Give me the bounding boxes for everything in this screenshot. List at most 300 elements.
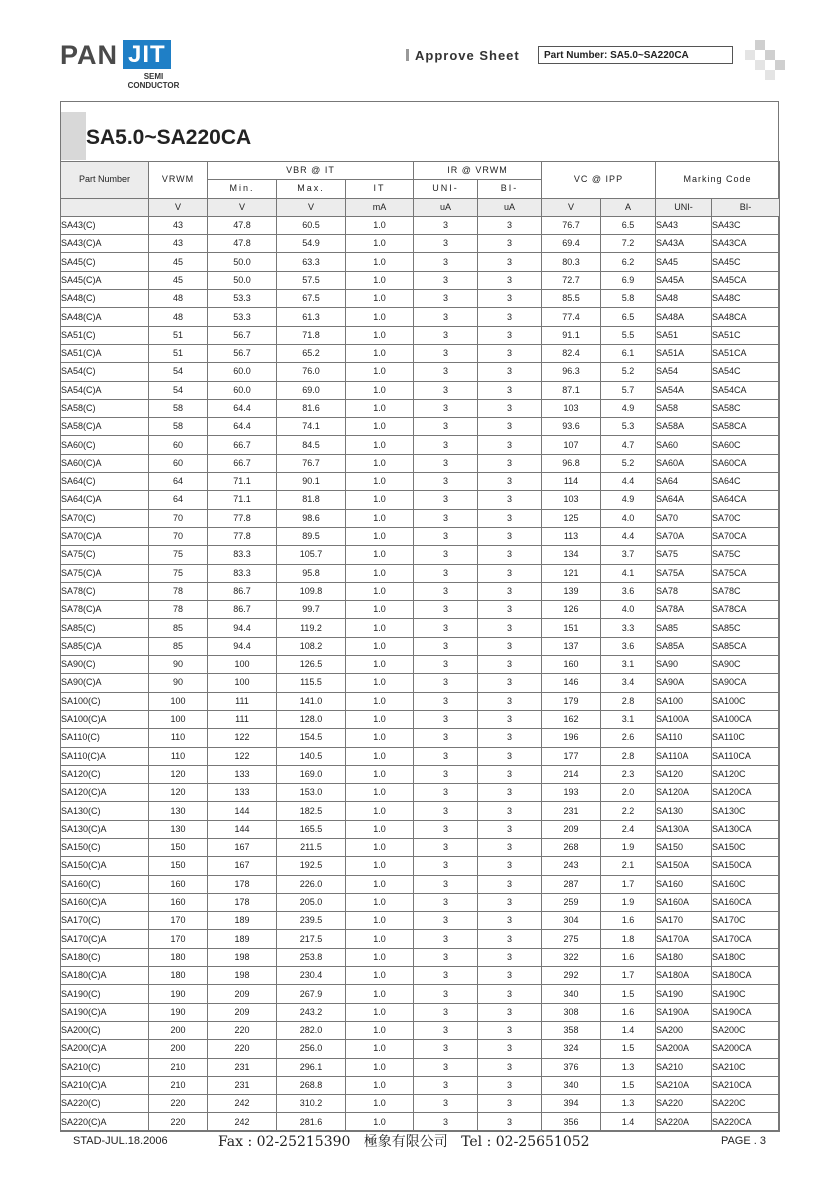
cell-vbr-max: 119.2 [277, 619, 346, 637]
cell-marking-bi: SA48CA [712, 308, 780, 326]
cell-ir-uni: 3 [414, 747, 478, 765]
cell-marking-bi: SA210C [712, 1058, 780, 1076]
cell-vbr-min: 53.3 [208, 290, 277, 308]
cell-ir-uni: 3 [414, 1113, 478, 1131]
cell-ipp: 5.3 [601, 418, 656, 436]
cell-it: 1.0 [346, 326, 414, 344]
cell-vc: 121 [542, 564, 601, 582]
table-row [61, 857, 780, 875]
cell-it: 1.0 [346, 838, 414, 856]
cell-vc: 114 [542, 473, 601, 491]
cell-ipp: 1.6 [601, 948, 656, 966]
cell-vbr-min: 122 [208, 729, 277, 747]
cell-marking-uni: SA100 [656, 692, 712, 710]
cell-part-number: SA43(C) [61, 216, 149, 234]
cell-it: 1.0 [346, 784, 414, 802]
cell-marking-bi: SA200CA [712, 1040, 780, 1058]
table-header-row-1 [61, 162, 780, 180]
cell-vbr-max: 226.0 [277, 875, 346, 893]
cell-it: 1.0 [346, 1058, 414, 1076]
cell-marking-bi: SA120CA [712, 784, 780, 802]
table-row [61, 290, 780, 308]
header-part-number: Part Number [61, 162, 149, 199]
cell-part-number: SA58(C)A [61, 418, 149, 436]
cell-marking-uni: SA170 [656, 912, 712, 930]
cell-vbr-max: 211.5 [277, 838, 346, 856]
approve-sheet-text: Approve Sheet [415, 48, 520, 63]
cell-vbr-min: 47.8 [208, 216, 277, 234]
cell-vbr-min: 122 [208, 747, 277, 765]
cell-marking-uni: SA90 [656, 656, 712, 674]
cell-part-number: SA180(C) [61, 948, 149, 966]
cell-ipp: 2.6 [601, 729, 656, 747]
cell-marking-uni: SA100A [656, 710, 712, 728]
cell-vbr-min: 167 [208, 857, 277, 875]
cell-ipp: 2.2 [601, 802, 656, 820]
cell-marking-uni: SA120 [656, 765, 712, 783]
cell-it: 1.0 [346, 930, 414, 948]
cell-it: 1.0 [346, 967, 414, 985]
cell-vbr-min: 60.0 [208, 363, 277, 381]
cell-part-number: SA210(C)A [61, 1076, 149, 1094]
cell-vbr-min: 231 [208, 1058, 277, 1076]
cell-ir-bi: 3 [478, 985, 542, 1003]
header-vbr-group: VBR @ IT [208, 162, 414, 180]
cell-vrwm: 100 [149, 710, 208, 728]
cell-vbr-max: 54.9 [277, 235, 346, 253]
cell-vbr-min: 242 [208, 1113, 277, 1131]
cell-ir-uni: 3 [414, 564, 478, 582]
cell-ir-bi: 3 [478, 564, 542, 582]
cell-vc: 96.3 [542, 363, 601, 381]
cell-vc: 151 [542, 619, 601, 637]
cell-ir-uni: 3 [414, 930, 478, 948]
cell-ir-bi: 3 [478, 1003, 542, 1021]
cell-vbr-min: 231 [208, 1076, 277, 1094]
cell-ipp: 1.9 [601, 893, 656, 911]
cell-vc: 113 [542, 527, 601, 545]
page-title: SA5.0~SA220CA [86, 126, 252, 149]
cell-marking-bi: SA51C [712, 326, 780, 344]
cell-part-number: SA51(C) [61, 326, 149, 344]
cell-vc: 322 [542, 948, 601, 966]
cell-marking-uni: SA110 [656, 729, 712, 747]
cell-it: 1.0 [346, 747, 414, 765]
cell-vbr-max: 76.7 [277, 454, 346, 472]
cell-vbr-max: 230.4 [277, 967, 346, 985]
cell-vc: 91.1 [542, 326, 601, 344]
cell-ipp: 4.0 [601, 601, 656, 619]
cell-vrwm: 48 [149, 308, 208, 326]
cell-part-number: SA60(C) [61, 436, 149, 454]
cell-it: 1.0 [346, 216, 414, 234]
cell-ir-uni: 3 [414, 619, 478, 637]
cell-ir-uni: 3 [414, 967, 478, 985]
cell-ipp: 5.2 [601, 363, 656, 381]
cell-ir-bi: 3 [478, 820, 542, 838]
cell-vbr-min: 111 [208, 710, 277, 728]
page-footer [60, 1131, 779, 1153]
cell-ipp: 3.7 [601, 546, 656, 564]
cell-part-number: SA70(C) [61, 509, 149, 527]
logo-sub-conductor: CONDUCTOR [127, 81, 180, 90]
cell-ir-uni: 3 [414, 802, 478, 820]
cell-vbr-max: 76.0 [277, 363, 346, 381]
cell-ir-bi: 3 [478, 710, 542, 728]
cell-ir-bi: 3 [478, 729, 542, 747]
cell-ipp: 1.7 [601, 875, 656, 893]
cell-ir-bi: 3 [478, 290, 542, 308]
header-vrwm: VRWM [149, 162, 208, 199]
cell-ir-bi: 3 [478, 747, 542, 765]
header-ir-bi: BI- [478, 180, 542, 198]
cell-vc: 214 [542, 765, 601, 783]
cell-ir-uni: 3 [414, 1040, 478, 1058]
cell-marking-bi: SA60CA [712, 454, 780, 472]
cell-vbr-max: 239.5 [277, 912, 346, 930]
cell-ipp: 4.9 [601, 399, 656, 417]
cell-vbr-max: 95.8 [277, 564, 346, 582]
cell-vc: 85.5 [542, 290, 601, 308]
cell-it: 1.0 [346, 1021, 414, 1039]
cell-vrwm: 200 [149, 1021, 208, 1039]
table-row [61, 985, 780, 1003]
cell-vc: 72.7 [542, 271, 601, 289]
footer-page-number: PAGE . 3 [720, 1135, 766, 1147]
table-row [61, 564, 780, 582]
cell-vbr-max: 98.6 [277, 509, 346, 527]
cell-it: 1.0 [346, 253, 414, 271]
table-row [61, 253, 780, 271]
cell-it: 1.0 [346, 820, 414, 838]
cell-ir-uni: 3 [414, 253, 478, 271]
cell-marking-uni: SA190 [656, 985, 712, 1003]
cell-vrwm: 85 [149, 637, 208, 655]
cell-ipp: 6.2 [601, 253, 656, 271]
cell-vrwm: 200 [149, 1040, 208, 1058]
cell-ipp: 1.5 [601, 1040, 656, 1058]
cell-ipp: 1.5 [601, 985, 656, 1003]
page-header [0, 0, 840, 100]
unit-ir-uni: uA [414, 198, 478, 216]
cell-marking-uni: SA220A [656, 1113, 712, 1131]
cell-marking-bi: SA100CA [712, 710, 780, 728]
cell-vc: 324 [542, 1040, 601, 1058]
cell-vc: 103 [542, 491, 601, 509]
cell-vc: 87.1 [542, 381, 601, 399]
table-row [61, 454, 780, 472]
cell-ir-bi: 3 [478, 253, 542, 271]
cell-ir-uni: 3 [414, 692, 478, 710]
cell-vbr-min: 100 [208, 674, 277, 692]
unit-ipp: A [601, 198, 656, 216]
cell-marking-bi: SA54C [712, 363, 780, 381]
cell-ir-bi: 3 [478, 893, 542, 911]
part-number-box: Part Number: SA5.0~SA220CA [538, 46, 733, 64]
cell-vbr-min: 86.7 [208, 582, 277, 600]
cell-marking-uni: SA180 [656, 948, 712, 966]
cell-vrwm: 78 [149, 582, 208, 600]
table-unit-row [61, 198, 780, 216]
table-row [61, 399, 780, 417]
unit-it: mA [346, 198, 414, 216]
cell-it: 1.0 [346, 729, 414, 747]
cell-part-number: SA180(C)A [61, 967, 149, 985]
cell-ir-bi: 3 [478, 784, 542, 802]
cell-vbr-max: 267.9 [277, 985, 346, 1003]
cell-vc: 107 [542, 436, 601, 454]
cell-marking-uni: SA85A [656, 637, 712, 655]
cell-marking-uni: SA60 [656, 436, 712, 454]
cell-marking-bi: SA43C [712, 216, 780, 234]
cell-vc: 160 [542, 656, 601, 674]
cell-marking-uni: SA51A [656, 344, 712, 362]
cell-marking-bi: SA64C [712, 473, 780, 491]
cell-ipp: 2.8 [601, 747, 656, 765]
cell-ir-uni: 3 [414, 290, 478, 308]
cell-vbr-min: 144 [208, 802, 277, 820]
cell-vc: 126 [542, 601, 601, 619]
cell-vrwm: 190 [149, 985, 208, 1003]
cell-vrwm: 58 [149, 418, 208, 436]
unit-ir-bi: uA [478, 198, 542, 216]
cell-ipp: 4.7 [601, 436, 656, 454]
cell-ir-uni: 3 [414, 235, 478, 253]
cell-vrwm: 170 [149, 912, 208, 930]
cell-ipp: 3.3 [601, 619, 656, 637]
cell-vbr-min: 71.1 [208, 473, 277, 491]
cell-part-number: SA60(C)A [61, 454, 149, 472]
cell-marking-bi: SA90CA [712, 674, 780, 692]
cell-ir-uni: 3 [414, 985, 478, 1003]
cell-vbr-min: 198 [208, 967, 277, 985]
table-row [61, 875, 780, 893]
cell-part-number: SA210(C) [61, 1058, 149, 1076]
cell-part-number: SA75(C)A [61, 564, 149, 582]
cell-ir-bi: 3 [478, 363, 542, 381]
cell-vrwm: 54 [149, 381, 208, 399]
cell-part-number: SA190(C)A [61, 1003, 149, 1021]
cell-vc: 376 [542, 1058, 601, 1076]
cell-marking-uni: SA70 [656, 509, 712, 527]
cell-vrwm: 120 [149, 784, 208, 802]
cell-marking-bi: SA150CA [712, 857, 780, 875]
cell-vbr-min: 209 [208, 1003, 277, 1021]
cell-vrwm: 100 [149, 692, 208, 710]
approve-bar-icon [406, 49, 409, 61]
cell-vrwm: 210 [149, 1076, 208, 1094]
table-row [61, 710, 780, 728]
cell-vbr-max: 57.5 [277, 271, 346, 289]
cell-vbr-min: 209 [208, 985, 277, 1003]
cell-ipp: 6.5 [601, 216, 656, 234]
cell-vc: 125 [542, 509, 601, 527]
cell-marking-uni: SA43 [656, 216, 712, 234]
cell-marking-bi: SA130C [712, 802, 780, 820]
cell-marking-uni: SA180A [656, 967, 712, 985]
cell-ir-bi: 3 [478, 674, 542, 692]
table-row [61, 747, 780, 765]
cell-vbr-min: 178 [208, 875, 277, 893]
header-vc-group: VC @ IPP [542, 162, 656, 199]
cell-vc: 340 [542, 1076, 601, 1094]
table-row [61, 1003, 780, 1021]
unit-vbr-min: V [208, 198, 277, 216]
cell-marking-bi: SA60C [712, 436, 780, 454]
cell-vbr-max: 81.6 [277, 399, 346, 417]
cell-vrwm: 120 [149, 765, 208, 783]
cell-ir-uni: 3 [414, 546, 478, 564]
cell-ir-bi: 3 [478, 381, 542, 399]
table-row [61, 820, 780, 838]
cell-vbr-min: 66.7 [208, 454, 277, 472]
cell-ir-bi: 3 [478, 619, 542, 637]
cell-ipp: 2.0 [601, 784, 656, 802]
cell-ir-bi: 3 [478, 637, 542, 655]
cell-ir-bi: 3 [478, 491, 542, 509]
table-row [61, 1021, 780, 1039]
cell-part-number: SA130(C) [61, 802, 149, 820]
cell-vbr-min: 83.3 [208, 546, 277, 564]
header-marking-group: Marking Code [656, 162, 780, 199]
table-row [61, 271, 780, 289]
footer-date: STAD-JUL.18.2006 [73, 1135, 168, 1147]
unit-marking-uni: UNI- [656, 198, 712, 216]
cell-vc: 209 [542, 820, 601, 838]
cell-vrwm: 160 [149, 875, 208, 893]
cell-vc: 103 [542, 399, 601, 417]
cell-vrwm: 51 [149, 344, 208, 362]
cell-it: 1.0 [346, 1003, 414, 1021]
unit-vbr-max: V [277, 198, 346, 216]
cell-marking-bi: SA54CA [712, 381, 780, 399]
cell-marking-bi: SA110CA [712, 747, 780, 765]
cell-marking-uni: SA130A [656, 820, 712, 838]
cell-marking-uni: SA160A [656, 893, 712, 911]
cell-marking-uni: SA200A [656, 1040, 712, 1058]
cell-part-number: SA75(C) [61, 546, 149, 564]
cell-it: 1.0 [346, 912, 414, 930]
table-row [61, 1095, 780, 1113]
cell-ir-bi: 3 [478, 601, 542, 619]
cell-ir-uni: 3 [414, 491, 478, 509]
table-row [61, 692, 780, 710]
table-row [61, 1040, 780, 1058]
cell-marking-bi: SA110C [712, 729, 780, 747]
cell-vrwm: 160 [149, 893, 208, 911]
cell-vbr-max: 281.6 [277, 1113, 346, 1131]
cell-ipp: 3.4 [601, 674, 656, 692]
unit-vrwm: V [149, 198, 208, 216]
cell-ipp: 5.8 [601, 290, 656, 308]
cell-ir-uni: 3 [414, 216, 478, 234]
cell-it: 1.0 [346, 235, 414, 253]
cell-ir-uni: 3 [414, 399, 478, 417]
cell-vbr-max: 61.3 [277, 308, 346, 326]
cell-vbr-max: 63.3 [277, 253, 346, 271]
cell-vbr-max: 253.8 [277, 948, 346, 966]
cell-vbr-min: 167 [208, 838, 277, 856]
table-body [61, 216, 780, 1131]
cell-part-number: SA100(C) [61, 692, 149, 710]
cell-vbr-min: 64.4 [208, 418, 277, 436]
cell-ipp: 6.5 [601, 308, 656, 326]
cell-marking-bi: SA160C [712, 875, 780, 893]
cell-it: 1.0 [346, 436, 414, 454]
cell-part-number: SA200(C)A [61, 1040, 149, 1058]
cell-it: 1.0 [346, 1113, 414, 1131]
cell-part-number: SA85(C) [61, 619, 149, 637]
cell-marking-uni: SA85 [656, 619, 712, 637]
cell-ir-uni: 3 [414, 271, 478, 289]
cell-ir-bi: 3 [478, 344, 542, 362]
cell-ipp: 2.4 [601, 820, 656, 838]
cell-vc: 193 [542, 784, 601, 802]
cell-marking-bi: SA45CA [712, 271, 780, 289]
table-row [61, 326, 780, 344]
decorative-squares-icon [745, 40, 785, 80]
cell-it: 1.0 [346, 893, 414, 911]
cell-marking-bi: SA160CA [712, 893, 780, 911]
cell-ir-bi: 3 [478, 1058, 542, 1076]
cell-ipp: 1.6 [601, 1003, 656, 1021]
cell-vc: 80.3 [542, 253, 601, 271]
cell-vbr-min: 133 [208, 765, 277, 783]
cell-marking-uni: SA160 [656, 875, 712, 893]
cell-vc: 137 [542, 637, 601, 655]
cell-ir-bi: 3 [478, 473, 542, 491]
cell-marking-bi: SA130CA [712, 820, 780, 838]
cell-ir-uni: 3 [414, 875, 478, 893]
unit-vc: V [542, 198, 601, 216]
cell-ir-uni: 3 [414, 1058, 478, 1076]
cell-ipp: 1.7 [601, 967, 656, 985]
cell-ipp: 1.5 [601, 1076, 656, 1094]
cell-ir-uni: 3 [414, 729, 478, 747]
cell-marking-uni: SA70A [656, 527, 712, 545]
cell-vrwm: 110 [149, 747, 208, 765]
cell-ipp: 5.7 [601, 381, 656, 399]
table-row [61, 308, 780, 326]
cell-marking-bi: SA51CA [712, 344, 780, 362]
cell-vbr-max: 140.5 [277, 747, 346, 765]
cell-vbr-max: 182.5 [277, 802, 346, 820]
cell-part-number: SA45(C) [61, 253, 149, 271]
cell-marking-bi: SA170CA [712, 930, 780, 948]
cell-ir-uni: 3 [414, 326, 478, 344]
table-row [61, 893, 780, 911]
cell-marking-bi: SA120C [712, 765, 780, 783]
cell-ir-uni: 3 [414, 381, 478, 399]
cell-vbr-min: 50.0 [208, 271, 277, 289]
cell-vbr-min: 50.0 [208, 253, 277, 271]
cell-vbr-max: 74.1 [277, 418, 346, 436]
table-row [61, 930, 780, 948]
cell-vbr-max: 105.7 [277, 546, 346, 564]
cell-vbr-max: 296.1 [277, 1058, 346, 1076]
cell-vbr-max: 243.2 [277, 1003, 346, 1021]
cell-vrwm: 90 [149, 656, 208, 674]
cell-vrwm: 220 [149, 1113, 208, 1131]
cell-marking-uni: SA75A [656, 564, 712, 582]
cell-vbr-max: 67.5 [277, 290, 346, 308]
cell-it: 1.0 [346, 656, 414, 674]
cell-ir-bi: 3 [478, 235, 542, 253]
cell-it: 1.0 [346, 1040, 414, 1058]
cell-vbr-min: 60.0 [208, 381, 277, 399]
cell-marking-bi: SA64CA [712, 491, 780, 509]
cell-ir-uni: 3 [414, 1095, 478, 1113]
